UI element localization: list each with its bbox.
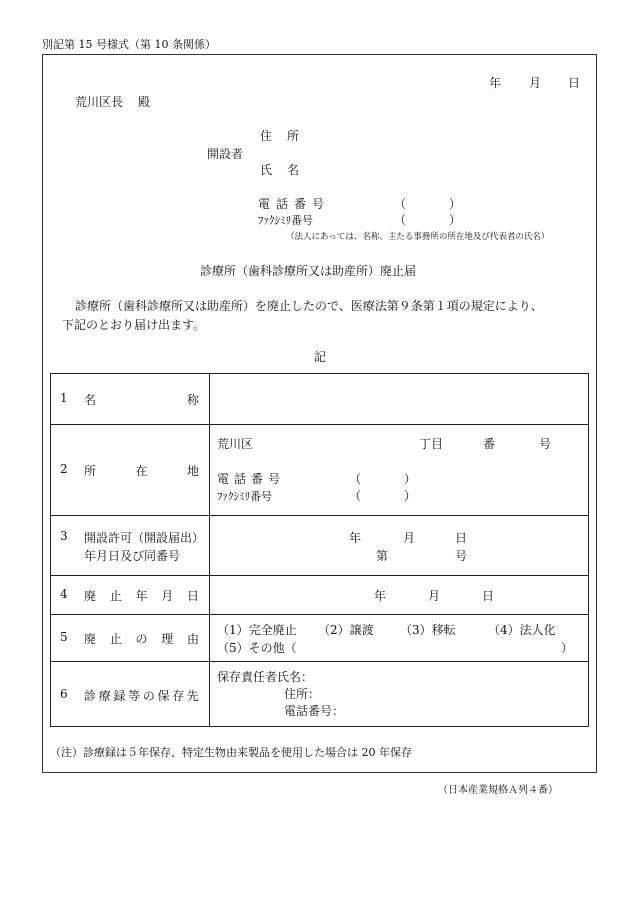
details-table xyxy=(50,373,589,727)
phone-char: 電 xyxy=(258,197,271,211)
date-day: 日 xyxy=(568,76,581,90)
reason-option[interactable]: （4）法人化 xyxy=(488,623,556,637)
table-row xyxy=(51,662,589,727)
table-row xyxy=(51,516,589,576)
paper-size-note: （日本産業規格Ａ列４番） xyxy=(438,785,558,796)
reason-option[interactable]: （5）その他（ xyxy=(217,641,297,655)
table-row xyxy=(51,374,589,425)
date-month: 月 xyxy=(529,76,542,90)
applicant-label: 開設者 xyxy=(207,147,244,161)
row2-label: 2 所 在 地 xyxy=(51,425,210,516)
table-row xyxy=(51,425,589,516)
name-char: 氏 xyxy=(260,163,273,177)
reason-option[interactable]: （3）移転 xyxy=(400,623,456,637)
phone-char: 番 xyxy=(294,197,307,211)
body-text-line1: 診療所（歯科診療所又は助産所）を廃止したので、医療法第９条第１項の規定により、 xyxy=(75,299,543,313)
location-field[interactable]: 荒川区 丁目 番 号 電 話 番 号 （ ） ﾌｧｸｼﾐﾘ番号 （ ） xyxy=(210,425,589,516)
ki-heading: 記 xyxy=(314,350,327,364)
paren-close: ） xyxy=(449,213,462,227)
fax-label: ﾌｧｸｼﾐﾘ番号 xyxy=(258,214,313,227)
corporate-note: （法人にあっては、名称、主たる事務所の所在地及び代表者の氏名） xyxy=(286,232,550,242)
table-row xyxy=(51,615,589,662)
row4-label: 4 廃 止 年 月 日 xyxy=(51,576,210,615)
abolition-date-field[interactable]: 年 月 日 xyxy=(210,576,589,615)
address-char: 所 xyxy=(287,129,300,143)
reason-option[interactable]: （1）完全廃止 xyxy=(217,623,297,637)
footnote: （注）診療録は５年保存、特定生物由来製品を使用した場合は 20 年保存 xyxy=(50,746,412,759)
addressee-honorific: 殿 xyxy=(138,95,151,109)
row1-label: 1 名 称 xyxy=(51,374,210,425)
phone-char: 話 xyxy=(276,197,289,211)
form-reference: 別記第 15 号様式（第 10 条関係） xyxy=(42,38,216,51)
date-year: 年 xyxy=(489,76,502,90)
row6-label: 6 診 療 録 等 の 保 存 先 xyxy=(51,662,210,727)
reason-option[interactable]: （2）譲渡 xyxy=(318,623,374,637)
body-text-line2: 下記のとおり届け出ます。 xyxy=(62,318,206,332)
paren-open: （ xyxy=(394,213,407,227)
record-storage-field[interactable]: 保存責任者氏名： 住所： 電話番号： xyxy=(210,662,589,727)
abolition-reason-field[interactable]: （1）完全廃止 （2）譲渡 （3）移転 （4）法人化 （5）その他（ ） xyxy=(210,615,589,662)
name-field[interactable] xyxy=(210,374,589,425)
paren-open: （ xyxy=(394,197,407,211)
paren-close: ） xyxy=(449,197,462,211)
addressee: 荒川区長 xyxy=(75,95,124,109)
table-row xyxy=(51,576,589,615)
row5-label: 5 廃 止 の 理 由 xyxy=(51,615,210,662)
permit-field[interactable]: 年 月 日 第 号 xyxy=(210,516,589,576)
name-char: 名 xyxy=(287,163,300,177)
row3-label: 3 開設許可（開設届出） 年月日及び同番号 xyxy=(51,516,210,576)
form-title: 診療所（歯科診療所又は助産所）廃止届 xyxy=(200,264,417,278)
address-char: 住 xyxy=(260,129,273,143)
phone-char: 号 xyxy=(312,197,325,211)
